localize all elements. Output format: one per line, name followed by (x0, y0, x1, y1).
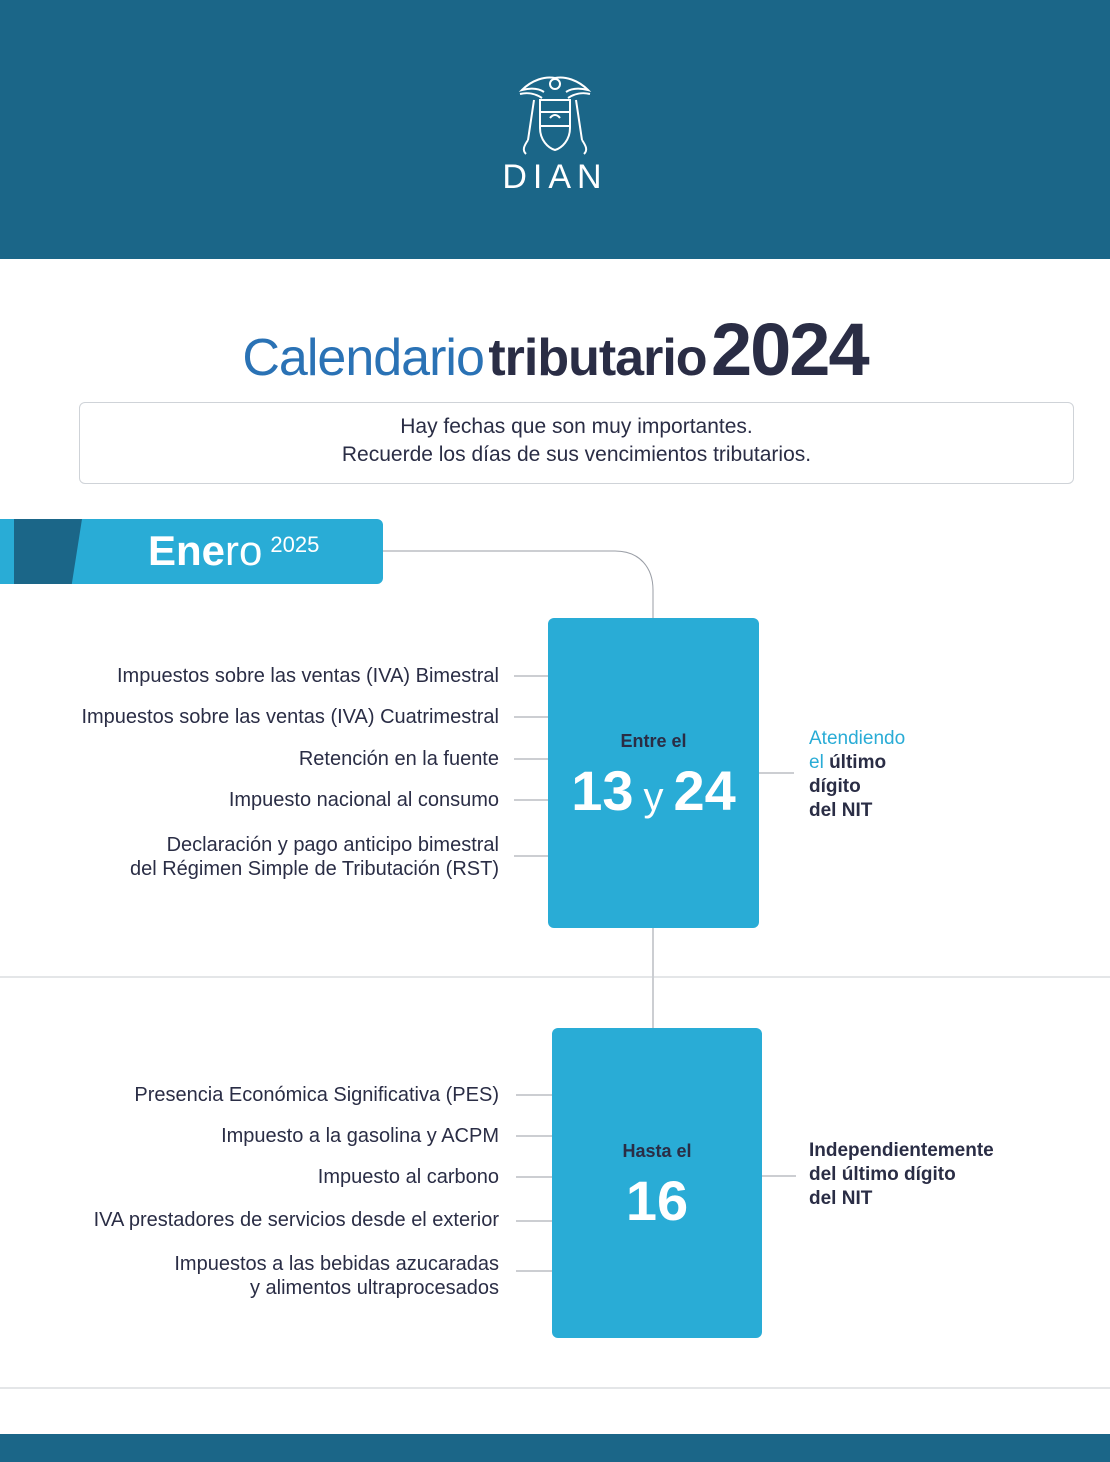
nit-note-1 (809, 727, 905, 823)
colombia-seal-icon (510, 70, 600, 158)
note-line-4-text: del NIT (809, 800, 873, 821)
tax-item: IVA prestadores de servicios desde el exterior (93, 1209, 499, 1231)
title-part1: Calendario (242, 329, 484, 387)
date-box-13-24 (548, 618, 759, 928)
note2-line-3: del NIT (809, 1188, 873, 1209)
title-part2: tributario (488, 329, 707, 387)
tab-to-box-connector (383, 551, 653, 618)
tax-item: Impuesto al carbono (317, 1166, 499, 1188)
note2-line-1: Independientemente (809, 1140, 994, 1161)
date-to: 24 (673, 759, 736, 822)
tax-item: Impuesto a la gasolina y ACPM (221, 1125, 499, 1147)
note-line-2-bold: último (829, 752, 887, 773)
note-line-2-prefix: el (809, 752, 824, 773)
subtitle-line-1: Hay fechas que son muy importantes. (400, 415, 753, 438)
date-box-lead: Hasta el (622, 1141, 692, 1161)
tax-item: y alimentos ultraprocesados (249, 1277, 499, 1299)
subtitle-box (79, 402, 1074, 484)
date-box-lead: Entre el (620, 731, 687, 751)
footer-bar (0, 1434, 1110, 1462)
date-from: 13 (571, 759, 634, 822)
note-line-3 (809, 775, 905, 799)
month-label-bold: Ene (148, 527, 226, 574)
tax-item: Impuestos sobre las ventas (IVA) Bimestral (117, 665, 499, 687)
note-line-1: Atendiendo (809, 728, 906, 749)
tax-item: Impuesto nacional al consumo (228, 789, 499, 811)
date-range (548, 761, 759, 827)
month-label (148, 524, 319, 578)
date-day: 16 (625, 1169, 689, 1232)
tax-item: Impuestos a las bebidas azucaradas (174, 1253, 499, 1275)
note-line-4 (809, 799, 905, 823)
subtitle-line-2: Recuerde los días de sus vencimientos tributarios. (341, 443, 812, 466)
tax-item: Retención en la fuente (298, 748, 499, 770)
month-year: 2025 (270, 532, 320, 557)
nit-note-2 (809, 1139, 994, 1211)
title-year: 2024 (711, 308, 868, 391)
date-joiner: y (643, 775, 664, 819)
header-banner (0, 0, 1110, 259)
note2-line-2: del último dígito (809, 1164, 956, 1185)
dian-logo-text: DIAN (502, 158, 608, 196)
date-box-16 (552, 1028, 762, 1338)
tax-item: Impuestos sobre las ventas (IVA) Cuatrimestral (81, 706, 499, 728)
note-line-3-text: dígito (809, 776, 861, 797)
tax-item: Declaración y pago anticipo bimestral (166, 834, 499, 856)
note-line-2 (809, 751, 905, 775)
tax-item: Presencia Económica Significativa (PES) (134, 1084, 499, 1106)
page-title (0, 310, 1110, 411)
month-label-rest: ro (225, 527, 263, 574)
month-tab-accent (14, 519, 82, 584)
tax-item: del Régimen Simple de Tributación (RST) (129, 858, 499, 880)
